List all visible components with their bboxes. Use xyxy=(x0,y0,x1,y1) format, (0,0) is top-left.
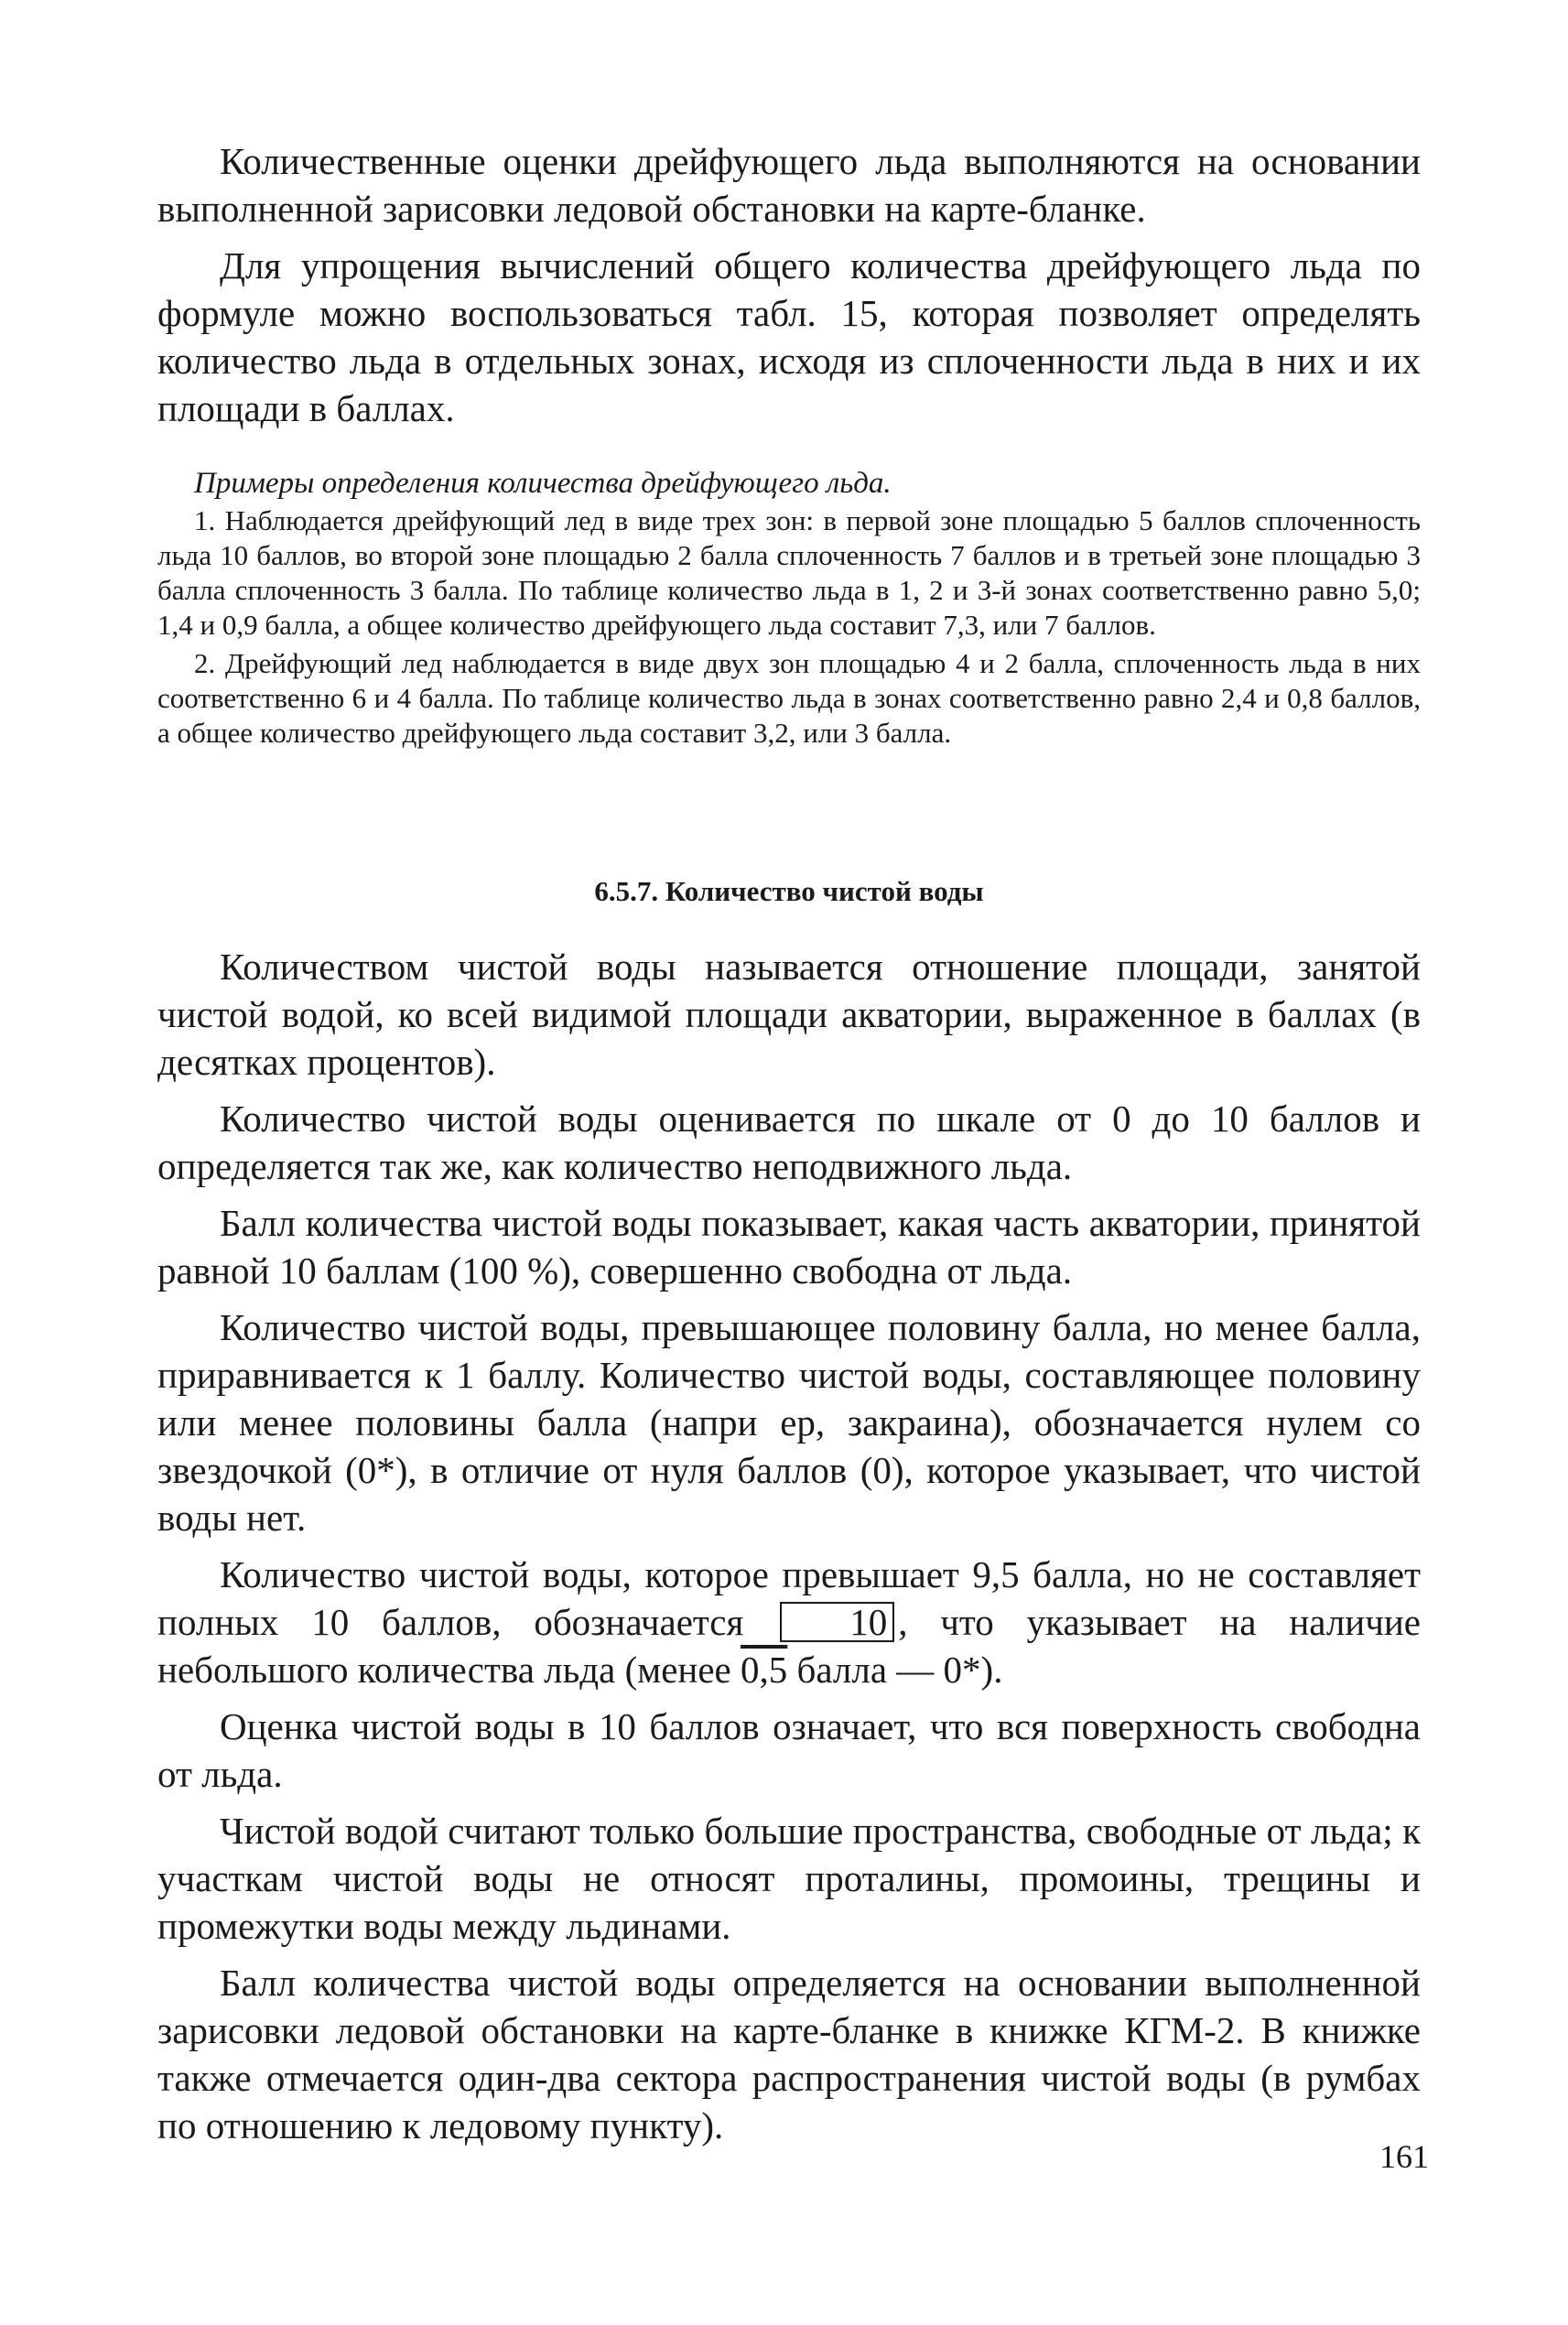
section-paragraph-6: Оценка чистой воды в 10 баллов означает, что вся поверхность свободна от льда. xyxy=(157,1705,1421,1795)
page-number: 161 xyxy=(1379,2138,1429,2175)
section-paragraph-4: Количество чистой воды, превышающее половину балла, но менее балла, приравнивается к 1 баллу. Количество чистой воды, составляющее половину или менее половины балла (напри ер, закраина), обозначается нулем со звездочкой (0*), в отличие от нуля баллов (0), которое указывает, что чистой воды нет. xyxy=(157,1306,1421,1539)
section-paragraph-5-part-b: , что указывает на наличие небольшого количества льда (менее xyxy=(157,1601,1422,1691)
overlined-value: 0,5 xyxy=(741,1649,788,1691)
examples-block xyxy=(157,465,1421,751)
example-2: 2. Дрейфующий лед наблюдается в виде двух зон площадью 4 и 2 балла, сплоченность льда в них соответственно 6 и 4 балла. По таблице количество льда в зонах соответственно равно 2,4 и 0,8 баллов, а общее количество дрейфующего льда составит 3,2, или 3 балла. xyxy=(157,647,1421,749)
section-paragraph-5-part-c: балла — 0*). xyxy=(796,1649,1003,1691)
intro-block xyxy=(157,137,1421,432)
intro-paragraph-2: Для упрощения вычислений общего количества дрейфующего льда по формуле можно воспользоваться табл. 15, которая позволяет определять количество льда в отдельных зонах, исходя из сплоченности льда в них и их площади в баллах. xyxy=(157,244,1421,429)
section-paragraph-2: Количество чистой воды оценивается по шкале от 0 до 10 баллов и определяется так же, как количество неподвижного льда. xyxy=(157,1098,1421,1187)
section-heading: 6.5.7. Количество чистой воды xyxy=(594,875,984,907)
section-paragraph-8: Балл количества чистой воды определяется на основании выполненной зарисовки ледовой обстановки на карте-бланке в книжке КГМ-2. В книжке также отмечается один-два сектора распространения чистой воды (в румбах по отношению к ледовому пункту). xyxy=(157,1962,1421,2147)
section-paragraph-3: Балл количества чистой воды показывает, какая часть акватории, принятой равной 10 баллам (100 %), совершенно свободна от льда. xyxy=(157,1202,1421,1292)
examples-title: Примеры определения количества дрейфующего льда. xyxy=(194,467,892,500)
section-body xyxy=(157,943,1421,2149)
example-1: 1. Наблюдается дрейфующий лед в виде трех зон: в первой зоне площадью 5 баллов сплоченность льда 10 баллов, во второй зоне площадью 2 балла сплоченность 7 баллов и в третьей зоне площадью 3 балла сплоченность 3 балла. По таблице количество льда в 1, 2 и 3-й зонах соответственно равно 5,0; 1,4 и 0,9 балла, а общее количество дрейфующего льда составит 7,3, или 7 баллов. xyxy=(157,504,1421,641)
section-paragraph-1: Количеством чистой воды называется отношение площади, занятой чистой водой, ко всей видимой площади акватории, выраженное в баллах (в десятках процентов). xyxy=(157,946,1421,1083)
intro-paragraph-1: Количественные оценки дрейфующего льда выполняются на основании выполненной зарисовки ледовой обстановки на карте-бланке. xyxy=(157,140,1421,230)
section-heading-wrap xyxy=(157,874,1421,909)
section-paragraph-5 xyxy=(157,1551,1421,1693)
section-paragraph-7: Чистой водой считают только большие пространства, свободные от льда; к участкам чистой воды не относят проталины, промоины, трещины и промежутки воды между льдинами. xyxy=(157,1810,1421,1947)
boxed-ten-symbol: 10 xyxy=(780,1602,894,1642)
section-paragraph-5-part-a: Количество чистой воды, которое превышает 9,5 балла, но не составляет полных 10 баллов, обозначается xyxy=(157,1553,1421,1643)
